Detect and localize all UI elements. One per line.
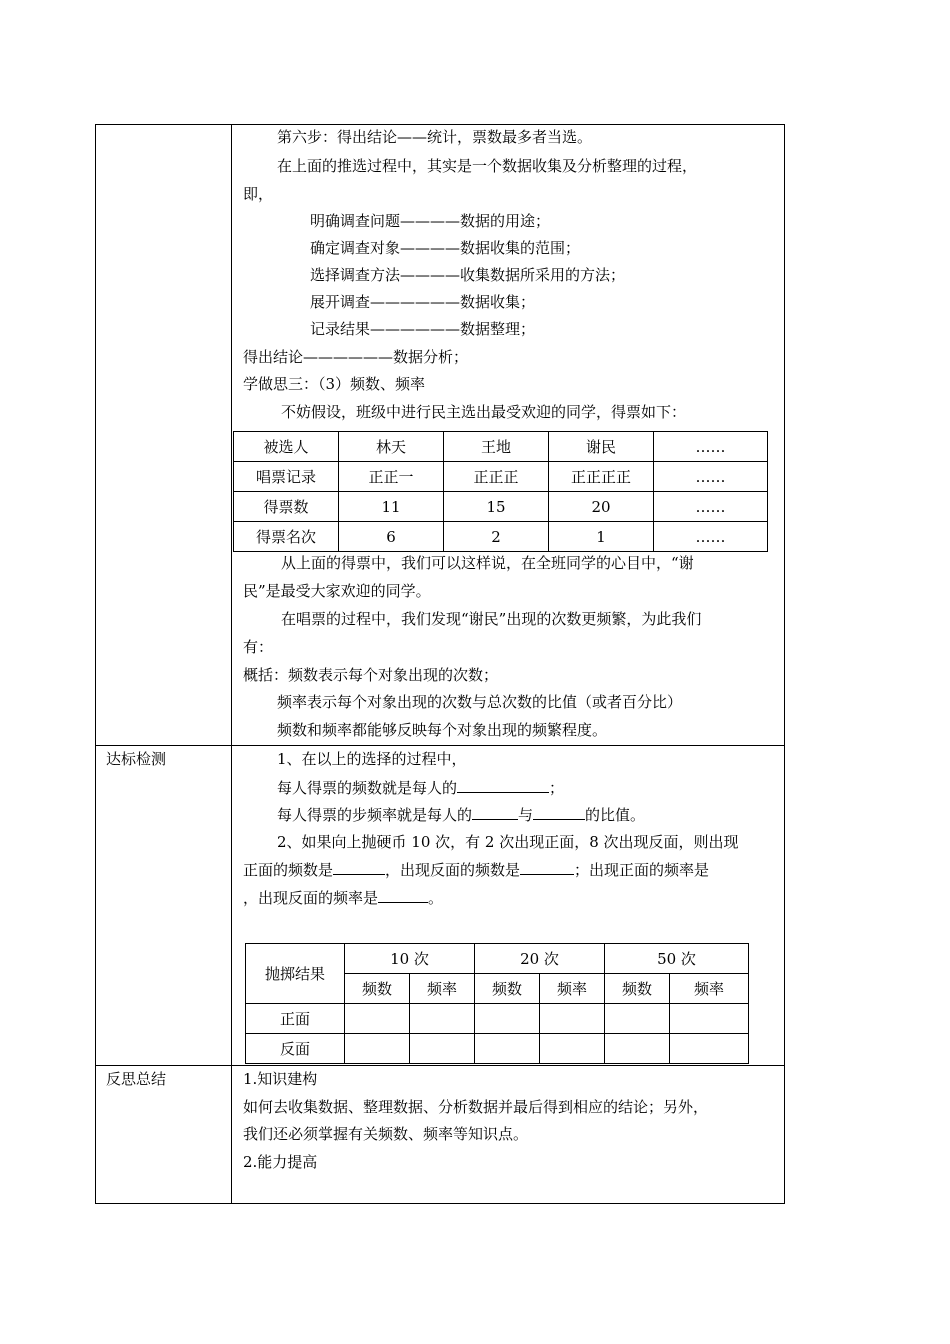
table-cell: 得票名次 xyxy=(234,522,339,552)
section-label-check: 达标检测 xyxy=(106,750,167,768)
table-cell: 王地 xyxy=(444,432,549,462)
table-cell: 20 xyxy=(549,492,654,522)
section-label-reflect: 反思总结 xyxy=(106,1070,167,1088)
question-1: 1、在以上的选择的过程中， xyxy=(277,750,467,768)
step-line-5: 记录结果——————数据整理； xyxy=(310,320,536,338)
table-cell[interactable] xyxy=(670,1004,749,1034)
table-header: 20 次 xyxy=(475,944,605,974)
table-header: 频率 xyxy=(670,974,749,1004)
table-header: 抛掷结果 xyxy=(246,944,345,1004)
table-cell: 唱票记录 xyxy=(234,462,339,492)
table-cell: …… xyxy=(654,462,768,492)
table-cell: 正正一 xyxy=(339,462,444,492)
table-cell[interactable] xyxy=(605,1004,670,1034)
table-cell: 正面 xyxy=(246,1004,345,1034)
question-2: 2、如果向上抛硬币 10 次，有 2 次出现正面，8 次出现反面，则出现 xyxy=(277,833,739,851)
table-cell[interactable] xyxy=(605,1034,670,1064)
table-header: 频率 xyxy=(410,974,475,1004)
table-row xyxy=(234,462,768,492)
question-2-text-d: ，出现反面的频率是 xyxy=(243,889,379,907)
table-cell: 6 xyxy=(339,522,444,552)
answer-blank[interactable] xyxy=(457,778,549,793)
answer-blank[interactable] xyxy=(533,805,585,820)
vote-table xyxy=(233,431,768,552)
table-cell: …… xyxy=(654,432,768,462)
step-line-3: 选择调查方法————收集数据所采用的方法； xyxy=(310,266,626,284)
question-1b-text: 每人得票的步频率就是每人的 xyxy=(277,806,473,824)
question-2-line-2 xyxy=(243,860,709,879)
table-cell: 11 xyxy=(339,492,444,522)
question-2-text-c: ；出现正面的频率是 xyxy=(574,861,710,879)
column-divider xyxy=(231,125,232,1203)
question-1b-end: 的比值。 xyxy=(585,806,646,824)
table-header: 频率 xyxy=(540,974,605,1004)
table-cell: …… xyxy=(654,492,768,522)
table-cell[interactable] xyxy=(670,1034,749,1064)
table-cell[interactable] xyxy=(345,1004,410,1034)
table-header: 频数 xyxy=(345,974,410,1004)
process-text: 在上面的推选过程中，其实是一个数据收集及分析整理的过程， xyxy=(277,157,698,175)
vote-intro: 不妨假设，班级中进行民主选出最受欢迎的同学，得票如下： xyxy=(281,403,687,421)
question-1a-text: 每人得票的频数就是每人的 xyxy=(277,779,458,797)
table-header: 频数 xyxy=(605,974,670,1004)
table-cell: 正正正正 xyxy=(549,462,654,492)
table-header: 50 次 xyxy=(605,944,749,974)
table-header: 频数 xyxy=(475,974,540,1004)
table-cell[interactable] xyxy=(475,1034,540,1064)
table-row xyxy=(234,522,768,552)
conclusion-text: 从上面的得票中，我们可以这样说，在全班同学的心目中，“谢 xyxy=(281,554,694,572)
reflect-line-1: 1.知识建构 xyxy=(243,1070,318,1088)
reflect-line-4: 2.能力提高 xyxy=(243,1153,318,1171)
coin-table xyxy=(245,943,749,1064)
table-header: 10 次 xyxy=(345,944,475,974)
frequency-text: 在唱票的过程中，我们发现“谢民”出现的次数更频繁，为此我们 xyxy=(281,610,702,628)
question-1b xyxy=(277,805,645,824)
step-line-4: 展开调查——————数据收集； xyxy=(310,293,536,311)
question-1a-end: ； xyxy=(549,779,565,797)
step-line-2: 确定调查对象————数据收集的范围； xyxy=(310,239,581,257)
table-row xyxy=(246,944,749,974)
table-cell: 被选人 xyxy=(234,432,339,462)
table-cell[interactable] xyxy=(410,1034,475,1064)
reflect-line-2: 如何去收集数据、整理数据、分析数据并最后得到相应的结论；另外， xyxy=(243,1098,709,1116)
question-1a xyxy=(277,778,564,797)
section-heading: 学做思三：（3）频数、频率 xyxy=(243,375,426,393)
step-six-text: 第六步：得出结论——统计，票数最多者当选。 xyxy=(277,128,593,146)
reflect-line-3: 我们还必须掌握有关频数、频率等知识点。 xyxy=(243,1125,529,1143)
lesson-table xyxy=(95,124,785,1204)
table-row xyxy=(246,1034,749,1064)
answer-blank[interactable] xyxy=(333,860,385,875)
step-line-1: 明确调查问题————数据的用途； xyxy=(310,212,551,230)
frequency-text-cont: 有： xyxy=(243,638,274,656)
answer-blank[interactable] xyxy=(520,860,574,875)
process-text-cont: 即， xyxy=(243,185,274,203)
table-cell: 15 xyxy=(444,492,549,522)
table-cell[interactable] xyxy=(345,1034,410,1064)
question-2-text-a: 正面的频数是 xyxy=(243,861,334,879)
row-divider-1 xyxy=(96,745,784,746)
table-cell: 谢民 xyxy=(549,432,654,462)
table-cell: 1 xyxy=(549,522,654,552)
question-2-text-b: ，出现反面的频数是 xyxy=(385,861,521,879)
summary-line-3: 频数和频率都能够反映每个对象出现的频繁程度。 xyxy=(277,721,608,739)
question-2-line-3 xyxy=(243,888,443,907)
row-divider-2 xyxy=(96,1065,784,1066)
table-cell[interactable] xyxy=(475,1004,540,1034)
table-cell: 正正正 xyxy=(444,462,549,492)
step-line-6: 得出结论——————数据分析； xyxy=(243,348,469,366)
table-cell: 反面 xyxy=(246,1034,345,1064)
summary-line-1: 概括：频数表示每个对象出现的次数； xyxy=(243,666,499,684)
table-row xyxy=(234,492,768,522)
question-1b-mid: 与 xyxy=(518,806,534,824)
table-row xyxy=(246,1004,749,1034)
table-cell[interactable] xyxy=(540,1034,605,1064)
table-cell: 得票数 xyxy=(234,492,339,522)
answer-blank[interactable] xyxy=(378,888,428,903)
summary-line-2: 频率表示每个对象出现的次数与总次数的比值（或者百分比） xyxy=(277,693,683,711)
table-cell: 林天 xyxy=(339,432,444,462)
answer-blank[interactable] xyxy=(472,805,518,820)
table-cell[interactable] xyxy=(410,1004,475,1034)
table-cell: 2 xyxy=(444,522,549,552)
table-cell: …… xyxy=(654,522,768,552)
table-row xyxy=(234,432,768,462)
question-2-text-e: 。 xyxy=(428,889,444,907)
table-cell[interactable] xyxy=(540,1004,605,1034)
conclusion-text-cont: 民”是最受大家欢迎的同学。 xyxy=(243,582,431,600)
